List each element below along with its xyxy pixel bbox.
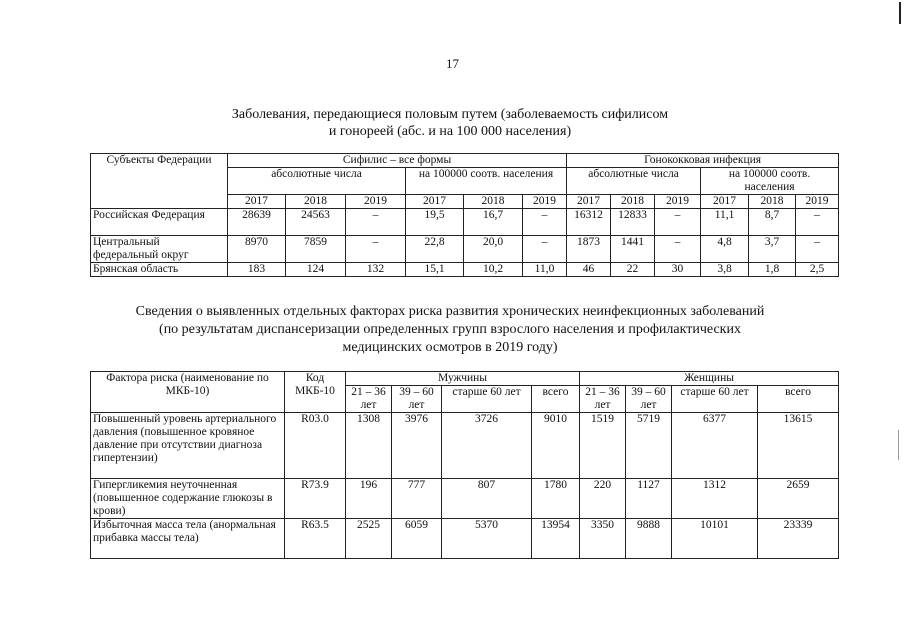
cell: 1312 xyxy=(672,479,758,519)
header-age: 39 – 60 лет xyxy=(626,386,672,413)
header-year: 2017 xyxy=(701,195,749,209)
row-name: Повышенный уровень артериального давления (повышенное кровяное давление при отсутствии диагноза гипертензии) xyxy=(91,413,285,479)
cell: – xyxy=(796,209,839,236)
risk-factor-table xyxy=(90,371,839,559)
cell: – xyxy=(346,236,406,263)
row-name: Центральный федеральный округ xyxy=(91,236,228,263)
cell: 9888 xyxy=(626,519,672,559)
row-code: R73.9 xyxy=(285,479,346,519)
cell: – xyxy=(796,236,839,263)
cell: 23339 xyxy=(758,519,839,559)
cell: 13615 xyxy=(758,413,839,479)
cell: 10101 xyxy=(672,519,758,559)
page-edge-mark xyxy=(899,2,901,24)
cell: 1780 xyxy=(532,479,580,519)
cell: 6377 xyxy=(672,413,758,479)
header-total: всего xyxy=(758,386,839,413)
cell: 3726 xyxy=(442,413,532,479)
cell: 3976 xyxy=(392,413,442,479)
table2-title: Сведения о выявленных отдельных факторах риска развития хронических неинфекционных заболеваний (по результатам диспансеризации определенных групп взрослого населения и профилактических медицинских осмотров в 2019 году) xyxy=(135,304,765,355)
cell: 220 xyxy=(580,479,626,519)
table-row xyxy=(91,413,839,479)
cell: 24563 xyxy=(286,209,346,236)
cell: 19,5 xyxy=(406,209,464,236)
header-year: 2018 xyxy=(611,195,655,209)
cell: 132 xyxy=(346,263,406,277)
header-year: 2019 xyxy=(796,195,839,209)
cell: 12833 xyxy=(611,209,655,236)
cell: 15,1 xyxy=(406,263,464,277)
row-name: Гипергликемия неуточненная (повышенное содержание глюкозы в крови) xyxy=(91,479,285,519)
row-code: R03.0 xyxy=(285,413,346,479)
cell: – xyxy=(655,236,701,263)
cell: 807 xyxy=(442,479,532,519)
header-gonorrhea: Гонококковая инфекция xyxy=(567,154,839,168)
cell: 10,2 xyxy=(464,263,523,277)
cell: 46 xyxy=(567,263,611,277)
header-rate: на 100000 соотв. населения xyxy=(406,168,567,195)
cell: 8,7 xyxy=(749,209,796,236)
cell: 1519 xyxy=(580,413,626,479)
cell: 124 xyxy=(286,263,346,277)
cell: 1308 xyxy=(346,413,392,479)
cell: 20,0 xyxy=(464,236,523,263)
cell: 16,7 xyxy=(464,209,523,236)
header-age: 39 – 60 лет xyxy=(392,386,442,413)
header-code: Код МКБ-10 xyxy=(285,372,346,413)
cell: 3,8 xyxy=(701,263,749,277)
header-age: старше 60 лет xyxy=(442,386,532,413)
header-year: 2019 xyxy=(523,195,567,209)
cell: 22,8 xyxy=(406,236,464,263)
table-row xyxy=(91,479,839,519)
cell: 1873 xyxy=(567,236,611,263)
cell: 16312 xyxy=(567,209,611,236)
cell: – xyxy=(523,209,567,236)
cell: 28639 xyxy=(228,209,286,236)
cell: 3,7 xyxy=(749,236,796,263)
table-row xyxy=(91,209,839,236)
cell: 5719 xyxy=(626,413,672,479)
header-year: 2018 xyxy=(286,195,346,209)
header-factor: Фактора риска (наименование по МКБ-10) xyxy=(91,372,285,413)
header-abs: абсолютные числа xyxy=(567,168,701,195)
cell: 183 xyxy=(228,263,286,277)
page-number: 17 xyxy=(446,56,459,71)
header-syphilis: Сифилис – все формы xyxy=(228,154,567,168)
header-total: всего xyxy=(532,386,580,413)
header-men: Мужчины xyxy=(346,372,580,386)
cell: 11,1 xyxy=(701,209,749,236)
header-year: 2017 xyxy=(228,195,286,209)
cell: 2525 xyxy=(346,519,392,559)
cell: 6059 xyxy=(392,519,442,559)
header-women: Женщины xyxy=(580,372,839,386)
row-name: Брянская область xyxy=(91,263,228,277)
page-edge-mark xyxy=(898,430,899,460)
cell: – xyxy=(655,209,701,236)
cell: 1441 xyxy=(611,236,655,263)
table-row xyxy=(91,519,839,559)
header-subject: Субъекты Федерации xyxy=(91,154,228,209)
cell: 22 xyxy=(611,263,655,277)
header-year: 2019 xyxy=(346,195,406,209)
cell: 7859 xyxy=(286,236,346,263)
cell: 2,5 xyxy=(796,263,839,277)
table1-title: Заболевания, передающиеся половым путем (заболеваемость сифилисом и гонореей (абс. и на 100 000 населения) xyxy=(231,107,669,139)
cell: 3350 xyxy=(580,519,626,559)
cell: 777 xyxy=(392,479,442,519)
cell: 196 xyxy=(346,479,392,519)
cell: 5370 xyxy=(442,519,532,559)
cell: 30 xyxy=(655,263,701,277)
header-year: 2018 xyxy=(464,195,523,209)
cell: 11,0 xyxy=(523,263,567,277)
header-age: старше 60 лет xyxy=(672,386,758,413)
header-year: 2017 xyxy=(567,195,611,209)
cell: – xyxy=(523,236,567,263)
row-code: R63.5 xyxy=(285,519,346,559)
row-name: Российская Федерация xyxy=(91,209,228,236)
cell: 4,8 xyxy=(701,236,749,263)
std-table xyxy=(90,153,839,277)
cell: 1127 xyxy=(626,479,672,519)
header-year: 2017 xyxy=(406,195,464,209)
cell: 13954 xyxy=(532,519,580,559)
row-name: Избыточная масса тела (анормальная прибавка массы тела) xyxy=(91,519,285,559)
table-row xyxy=(91,263,839,277)
cell: 2659 xyxy=(758,479,839,519)
cell: – xyxy=(346,209,406,236)
header-year: 2019 xyxy=(655,195,701,209)
header-age: 21 – 36 лет xyxy=(346,386,392,413)
cell: 8970 xyxy=(228,236,286,263)
header-rate: на 100000 соотв. населения xyxy=(701,168,839,195)
cell: 1,8 xyxy=(749,263,796,277)
table-row xyxy=(91,236,839,263)
cell: 9010 xyxy=(532,413,580,479)
header-age: 21 – 36 лет xyxy=(580,386,626,413)
header-year: 2018 xyxy=(749,195,796,209)
header-abs: абсолютные числа xyxy=(228,168,406,195)
